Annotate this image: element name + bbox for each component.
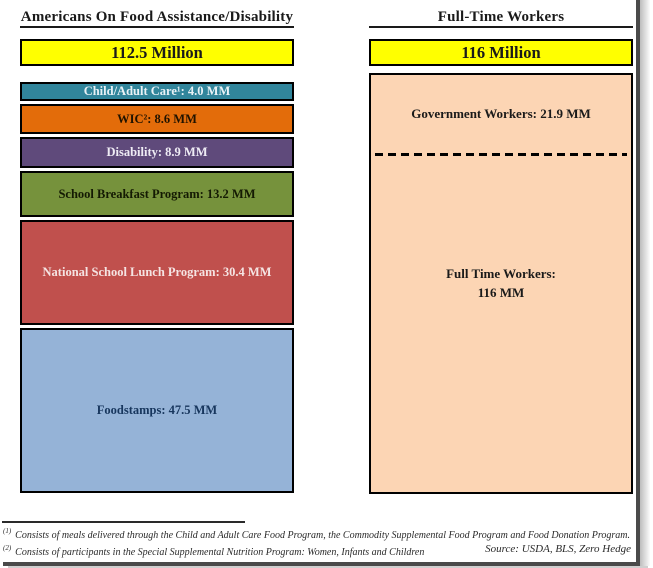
footnote-separator [2, 521, 245, 523]
government-workers-section [371, 75, 631, 153]
footnote-1-text: Consists of meals delivered through the Child and Adult Care Food Program, the Commodity Supplemental Food Program and Food Donation Program. [15, 530, 630, 541]
segment-label: School Breakfast Program: 13.2 MM [58, 186, 256, 201]
government-workers-label: Government Workers: 21.9 MM [411, 106, 591, 121]
frame-shadow-right-soft [640, 0, 650, 566]
segment-label: WIC²: 8.6 MM [117, 111, 197, 126]
left-stacked-bar [20, 82, 294, 493]
segment-wic [20, 104, 294, 134]
right-chart-column [369, 9, 633, 494]
segment-school-breakfast [20, 171, 294, 217]
full-time-workers-label-line1: Full Time Workers: [446, 265, 556, 281]
segment-foodstamps [20, 328, 294, 493]
segment-label: National School Lunch Program: 30.4 MM [42, 265, 272, 280]
left-total-box [20, 39, 294, 66]
segment-label: Foodstamps: 47.5 MM [96, 403, 218, 418]
segment-label: Child/Adult Care¹: 4.0 MM [83, 84, 231, 99]
right-chart-title: Full-Time Workers [369, 9, 633, 28]
segment-child-adult-care [20, 82, 294, 101]
footnote-2 [3, 544, 424, 558]
source-credit: Source: USDA, BLS, Zero Hedge [485, 543, 631, 555]
full-time-workers-label-line2: 116 MM [477, 284, 525, 300]
full-time-workers-box [369, 73, 633, 494]
segment-school-lunch [20, 220, 294, 325]
left-total-label: 112.5 Million [111, 42, 203, 62]
dashed-divider [375, 153, 627, 156]
segment-disability [20, 137, 294, 168]
footnote-1 [3, 527, 630, 541]
footnote-1-marker: (1) [3, 527, 12, 535]
right-total-label: 116 Million [461, 42, 541, 62]
right-total-box [369, 39, 633, 66]
footnote-2-marker: (2) [3, 544, 12, 552]
left-chart-column [20, 9, 294, 493]
segment-label: Disability: 8.9 MM [106, 145, 208, 160]
left-chart-title: Americans On Food Assistance/Disability [20, 9, 294, 28]
footnote-2-text: Consists of participants in the Special Supplemental Nutrition Program: Women, Infants and Children [15, 547, 425, 558]
